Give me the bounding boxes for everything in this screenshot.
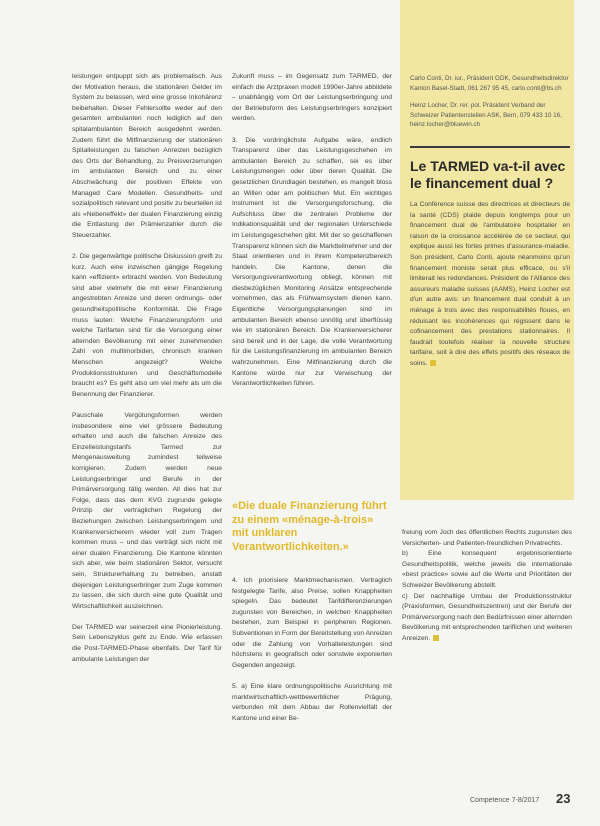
body-paragraph: leistungen entpuppt sich als problematisch. Aus der Motivation heraus, die stationären Gelder im System zu belassen, wird eine grosse Inkohärenz beibehalten. Dieser Fehlersollte weder auf den gesamten ambulanten noch lediglich auf den spitalambulanten Bereich ausgedehnt werden. Zudem führt die Mitfinanzierung der stationären Spitalleistungen zu falschen Anreizen bezüglich des Orts der Behandlung, zu Preisverzerrungen im ambulanten Bereich und zu einer Abschwächung der positiven Effekte von Managed Care Modellen. Gesundheits- und sozialpolitisch relevant und positiv zu beurteilen ist als «Nebeneffekt» der dualen Finanzierung einzig die Entlastung der Prämienzahler durch die Steuerzahler.: [72, 73, 222, 239]
body-paragraph: 3. Die vordringlichste Aufgabe wäre, endlich Transparenz über das Leistungsgeschehen im ambulanten Bereich zu schaffen, sei es über Leistungsmengen oder über deren Qualität. Die gesetzlichen Grundlagen bestehen, es mangelt bloss an Willen oder am politischen Mut. Ein wichtiges Instrument ist die Versorgungsforschung, die Aufschluss über die zentralen Probleme der Indikationsqualität und der regionalen Unterschiede im Leistungsgeschehen gibt. Mit der so geschaffenen Transparenz können sich die Marktteilnehmer und der Staat orientieren und in ihrem Kompetenzbereich handeln. Die Kantone, denen die Versorgungsverantwortung obliegt, können mit diesbezüglichen Monitoring Ansätze entsprechende vornehmen, das als Frühwarnsystem dienen kann. Eigentliche Versorgungsplanungen sind im ambulanten Bereich ebenso unnötig und überflüssig wie im stationären Bereich. Die Krankenversicherer sind bereit und in der Lage, die volle Verantwortung für die Leistungsfinanzierung im ambulanten Bereich wahrzunehmen. Eine Mitfinanzierung durch die Kantone würde nur zur Verwischung der Verantwortlichkeiten führen.: [232, 136, 392, 388]
end-mark-icon: [433, 635, 439, 641]
text-column-middle-lower: [232, 576, 392, 724]
page-number: 23: [556, 791, 571, 806]
body-paragraph: Pauschale Vergütungsformen werden insbesondere eine viel grössere Bedeutung erhalten und auch die falschen Anreize des Einzelleistungstarifs Tarmed zur Mengenausweitung zumindest teilweise korrigieren. Zudem werden neue Leistungserbringer und Berufe in der Primärversorgung tätig werden. All dies hat zur Folge, dass das dem KVG zugrunde gelegte Prinzip der vertraglichen Regelung der Beziehungen zwischen Leistungserbringern und Krankenversicherern wieder voll zum Tragen kommen muss – und das verträgt sich nicht mit einer dualen Finanzierung. Die Kantone könnten sich aber, wie beim stationären Sektor, versucht sein, Strukturerhaltung zu betreiben, anstatt diejenigen Leistungserbringer zum Zuge kommen zu lassen, die sich durch eine gute Qualität und Wirtschaftlichkeit auszeichnen.: [72, 412, 222, 610]
contact-entry: Carlo Conti, Dr. iur., Präsident GDK, Gesundheitsdirektor Kanton Basel-Stadt, 061 267 95 45, carlo.conti@bs.ch: [410, 75, 569, 92]
body-paragraph: 4. Ich priorisiere Marktmechanismen. Vertraglich festgelegte Tarife, also Preise, sollen Knappheiten spiegeln. Das bedeutet Tarifdifferenzierungen zugunsten von Bereichen, in welchen Knappheiten bestehen, zum Beispiel in peripheren Regionen. Subventionen in Form der Bereitstellung von Anreizen oder die Zahlung von Vorhalteleistungen sind höchstens in geografisch oder sonstwie exponierten Gegenden angezeigt.: [232, 577, 392, 669]
text-column-middle: [232, 72, 392, 390]
contact-entry: Heinz Locher, Dr. rer. pol. Präsident Verband der Schweizer Patientenstellen ASK, Bern, 079 433 10 16, heinz.locher@bluewin.ch: [410, 102, 562, 129]
body-paragraph: Der TARMED war seinerzeit eine Pionierleistung. Sein Lebenszyklus geht zu Ende. Wie erfassen die Post-TARMED-Phase ebenfalls. Der Tarif für ambulante Leistungen der: [72, 623, 222, 663]
body-paragraph: c) Der nachhaltige Umbau der Produktionsstruktur (Praxisformen, Gesundheitszentren) und der Berufe der Primärversorgung nach den Bedürfnissen einer alternden Bevölkerung mit entsprechenden tariflichen und weiteren Anreizen.: [402, 592, 572, 642]
body-paragraph: 2. Die gegenwärtige politische Diskussion greift zu kurz. Auch eine inzwischen gängige Regelung kann «effizient» erbracht werden. Von Bedeutung sind aber vielmehr die mit einer Finanzierung angestrebten Anreize und deren ordnungs- oder gesundheitspolitische Konformität. Die Frage muss lauten: Welche Finanzierungsform und welche Tarifarten sind für die Versorgung einer alternden Bevölkerung mit einer zunehmenden Zahl von multimorbiden, chronisch kranken Menschen angezeigt? Welche Produktionsstrukturen und Geschäftsmodelle braucht es? Es geht also um viel mehr als um die Benennung der Finanzierer.: [72, 253, 222, 398]
pull-quote: «Die duale Finanzierung führt zu einem «ménage-à-trois» mit unklaren Verantwortlichkeiten.»: [232, 500, 387, 553]
text-column-left: [72, 72, 222, 665]
sidebar-title: Le TARMED va-t-il avec le financement dual ?: [410, 158, 566, 191]
body-paragraph: 5. a) Eine klare ordnungspolitische Ausrichtung mit marktwirtschaftlich-wettbewerblicher Prägung, verbunden mit dem Abbau der Rollenvielfalt der Kantone und einer Be-: [232, 682, 392, 722]
sidebar-text: [410, 200, 570, 370]
author-contacts: [410, 74, 570, 138]
sidebar-paragraph: La Conférence suisse des directrices et directeurs de la santé (CDS) plaide depuis longtemps pour un financement dual de l'ambulatoire hospitalier en raison de la croissance accélérée de ce secteur, qui explique aussi les fortes primes d'assurance-maladie. Son président, Carlo Conti, ajoute néanmoins qu'un financement moniste serait plus efficace, ou s'il limiterait les redondances. Président de l'Alliance des assureurs maladie suisses (AAMS), Heinz Locher est d'un autre avis: un financement dual conduit à un ménage à trois avec des responsabilités floues, en réduisant les incohérences qui régissent dans le cofinancement des prestations stationnaires. Il faudrait toutefois réaliser la nouvelle structure tarifaire, soit à dire des effets positifs des réseaux de soins.: [410, 201, 570, 367]
publication-name: Competence 7-8/2017: [470, 797, 540, 804]
text-column-right-lower: [402, 528, 572, 645]
body-paragraph: Zukunft muss – im Gegensatz zum TARMED, der einfach die Arztpraxen modell 1990er-Jahre abbildete – unabhängig vom Ort der Leistungserbringung und der Betriebsform des Leistungserbringers konzipiert werden.: [232, 73, 392, 123]
end-mark-icon: [430, 360, 436, 366]
body-paragraph: b) Eine konsequent ergebnisorientierte Gesundheitspolitik, welche jeweils die internationale «best practice» sowie auf die Werte und Prioritäten der Schweizer Bevölkerung abstellt.: [402, 550, 572, 589]
body-paragraph: freiung vom Joch des öffentlichen Rechts zugunsten des Versicherten- und Patienten-freundlichen Privatrechts.: [402, 529, 572, 547]
sidebar-divider: [410, 146, 570, 148]
